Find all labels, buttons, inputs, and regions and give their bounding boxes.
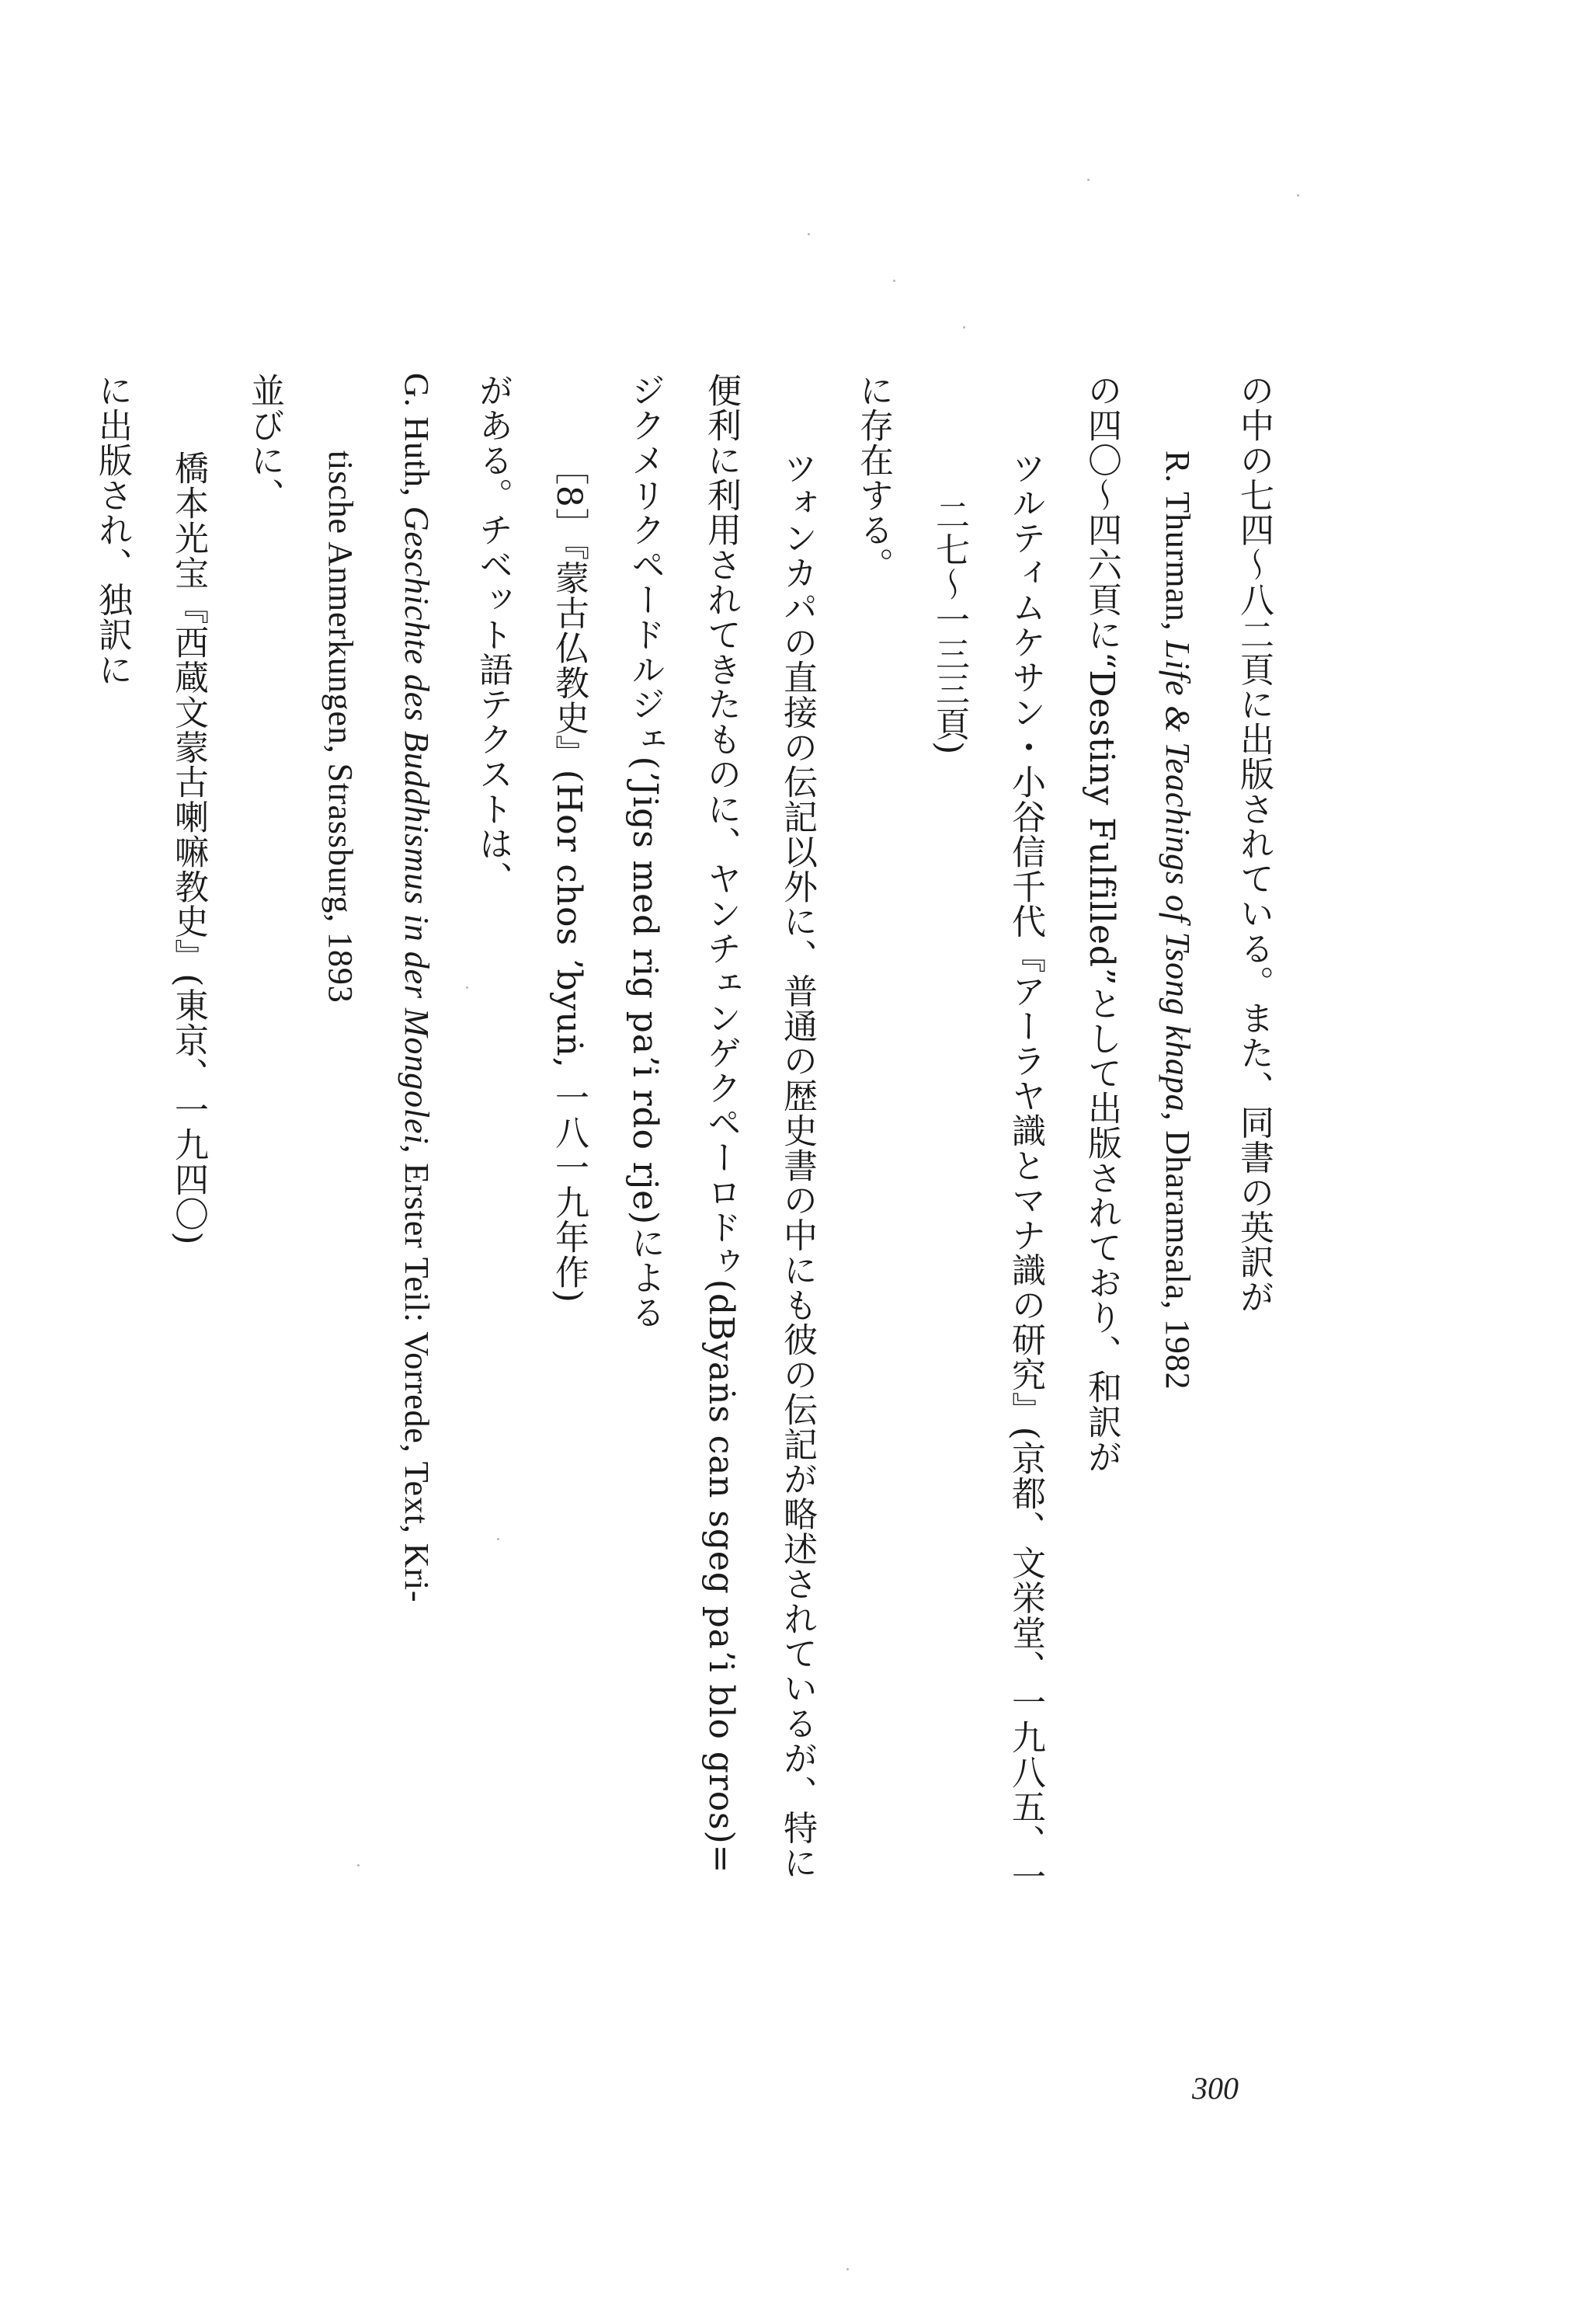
text-line-13 (302, 373, 378, 2082)
text-line-14 (226, 373, 302, 2082)
text-line-9 (607, 373, 683, 2082)
text-line-6 (835, 373, 911, 2082)
text-line-4 (987, 373, 1063, 2082)
text-segment: ジクメリクペードルジェ(ʼJigs med rig paʼi rdo rje)による (625, 373, 665, 1330)
text-segment: に存在する。 (853, 373, 893, 583)
text-segment: 便利に利用されてきたものに、ヤンチェンゲクペーロドゥ(dByaṅs can sgeg paʼi blo gros)= (701, 373, 741, 1874)
text-line-16 (74, 373, 150, 2082)
text-segment: ツォンカパの直接の伝記以外に、普通の歴史書の中にも彼の伝記が略述されているが、特に (777, 451, 817, 1880)
scan-speck (846, 2268, 849, 2270)
text-line-5 (911, 373, 987, 2082)
text-segment: がある。チベット語テクストは、 (473, 373, 513, 896)
text-line-11 (454, 373, 530, 2082)
text-line-2 (1139, 373, 1215, 2082)
text-segment: , Dharamsala, 1982 (1159, 1112, 1197, 1390)
text-line-1 (1215, 373, 1291, 2082)
text-segment: R. Thurman, (1159, 451, 1197, 641)
scan-speck (1297, 194, 1299, 197)
text-segment: G. Huth, (398, 373, 436, 506)
text-line-12 (378, 373, 454, 2082)
text-segment: 二七〜一三三頁) (930, 497, 969, 756)
scan-speck (893, 280, 895, 282)
text-segment: ツルティムケサン・小谷信千代『アーラヤ識とマナ識の研究』(京都、文栄堂、一九八五、一 (1006, 451, 1045, 1894)
text-line-15 (150, 373, 226, 2082)
scan-speck (963, 326, 965, 329)
page-number: 300 (1192, 2071, 1239, 2106)
text-segment: 橋本光宝『西蔵文蒙古喇嘛教史』(東京、一九四〇) (169, 451, 208, 1246)
vertical-text-body (74, 373, 1291, 2082)
text-segment: 並びに、 (245, 373, 284, 513)
text-segment: の四〇〜四六頁に“Destiny Fulfilled”として出版されており、和訳が (1082, 373, 1121, 1474)
text-line-8 (683, 373, 759, 2082)
book-title-italic: Geschichte des Buddhismus in der Mongolei (398, 506, 436, 1145)
scan-speck (1087, 179, 1090, 181)
scan-speck (466, 986, 468, 989)
text-segment: の中の七四〜八二頁に出版されている。また、同書の英訳が (1234, 373, 1274, 1314)
scan-speck (497, 1538, 499, 1540)
text-line-10 (530, 373, 607, 2082)
text-line-3 (1063, 373, 1139, 2082)
scan-speck (808, 233, 810, 235)
text-segment: ［8］『蒙古仏教史』(Hor chos ʼbyuṅ, 一八一九年作) (549, 451, 589, 1303)
book-title-italic: Life & Teachings of Tsong khapa (1159, 640, 1197, 1112)
text-segment: に出版され、独訳に (92, 373, 132, 687)
text-line-7 (759, 373, 835, 2082)
scan-speck (357, 1864, 360, 1867)
text-segment: , Erster Teil: Vorrede, Text, Kri- (398, 1144, 436, 1603)
text-segment: tische Anmerkungen, Strassburg, 1893 (321, 451, 360, 1004)
